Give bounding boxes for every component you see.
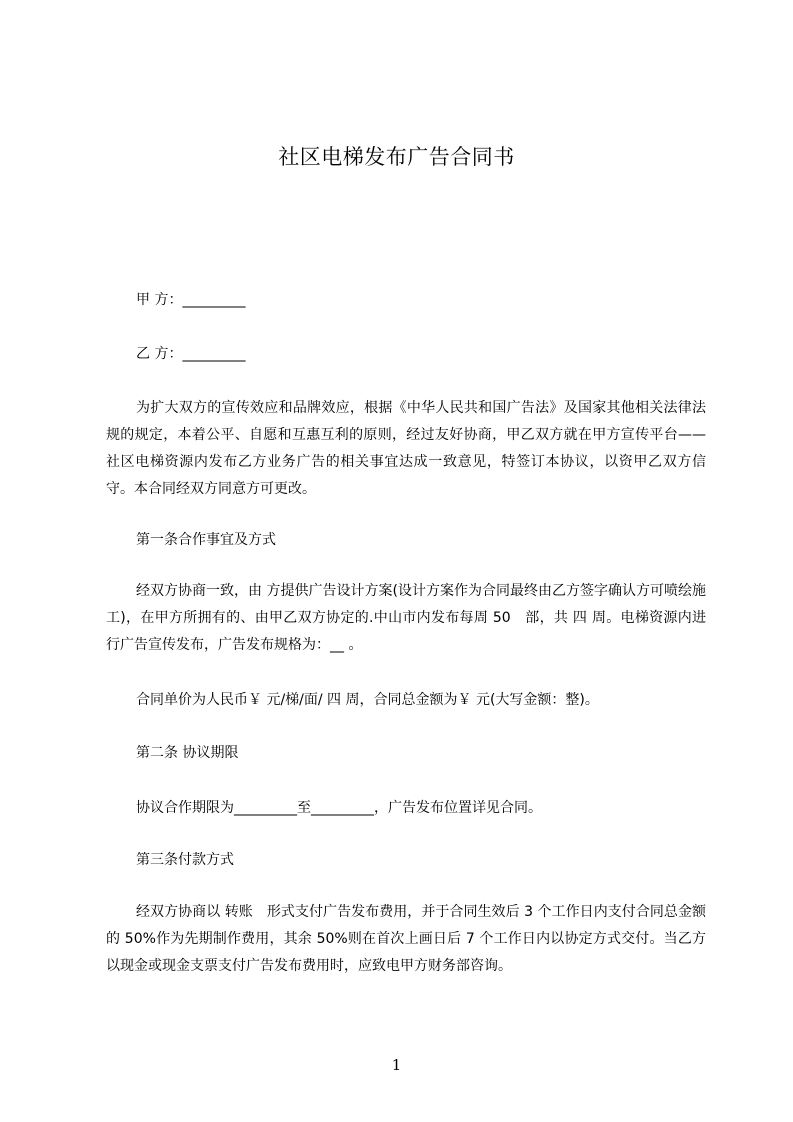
article-2-heading: 第二条 协议期限 — [136, 745, 239, 761]
unit-price-line: 合同单价为人民币￥ 元/梯/面/ 四 周，合同总金额为￥ 元(大写金额：整)。 — [136, 692, 599, 708]
party-a-line: 甲 方：_________ — [136, 292, 246, 308]
party-b-line: 乙 方：_________ — [136, 346, 246, 362]
article-1-heading: 第一条合作事宜及方式 — [136, 532, 276, 548]
page-number: 1 — [391, 1056, 402, 1074]
article-3-heading: 第三条付款方式 — [136, 852, 234, 868]
article-1-paragraph: 经双方协商一致，由 方提供广告设计方案(设计方案作为合同最终由乙方签字确认方可喷绘施工)，在甲方所拥有的、由甲乙双方协定的.中山市内发布每周 50 部，共 四 周。电梯资源内进行广告宣传发布，广告发布规格为：__ 。 — [106, 583, 706, 653]
intro-paragraph: 为扩大双方的宣传效应和品牌效应，根据《中华人民共和国广告法》及国家其他相关法律法规的规定，本着公平、自愿和互惠互利的原则，经过友好协商，甲乙双方就在甲方宣传平台——社区电梯资源内发布乙方业务广告的相关事宜达成一致意见，特签订本协议，以资甲乙双方信守。本合同经双方同意方可更改。 — [106, 400, 706, 497]
document-title: 社区电梯发布广告合同书 — [278, 145, 515, 169]
article-2-paragraph: 协议合作期限为_________至_________，广告发布位置详见合同。 — [136, 800, 542, 816]
article-3-paragraph: 经双方协商以 转账 形式支付广告发布费用，并于合同生效后 3 个工作日内支付合同总金额的 50%作为先期制作费用，其余 50%则在首次上画日后 7 个工作日内以协定方式交付。当乙方以现金或现金支票支付广告发布费用时，应致电甲方财务部咨询。 — [106, 904, 706, 974]
